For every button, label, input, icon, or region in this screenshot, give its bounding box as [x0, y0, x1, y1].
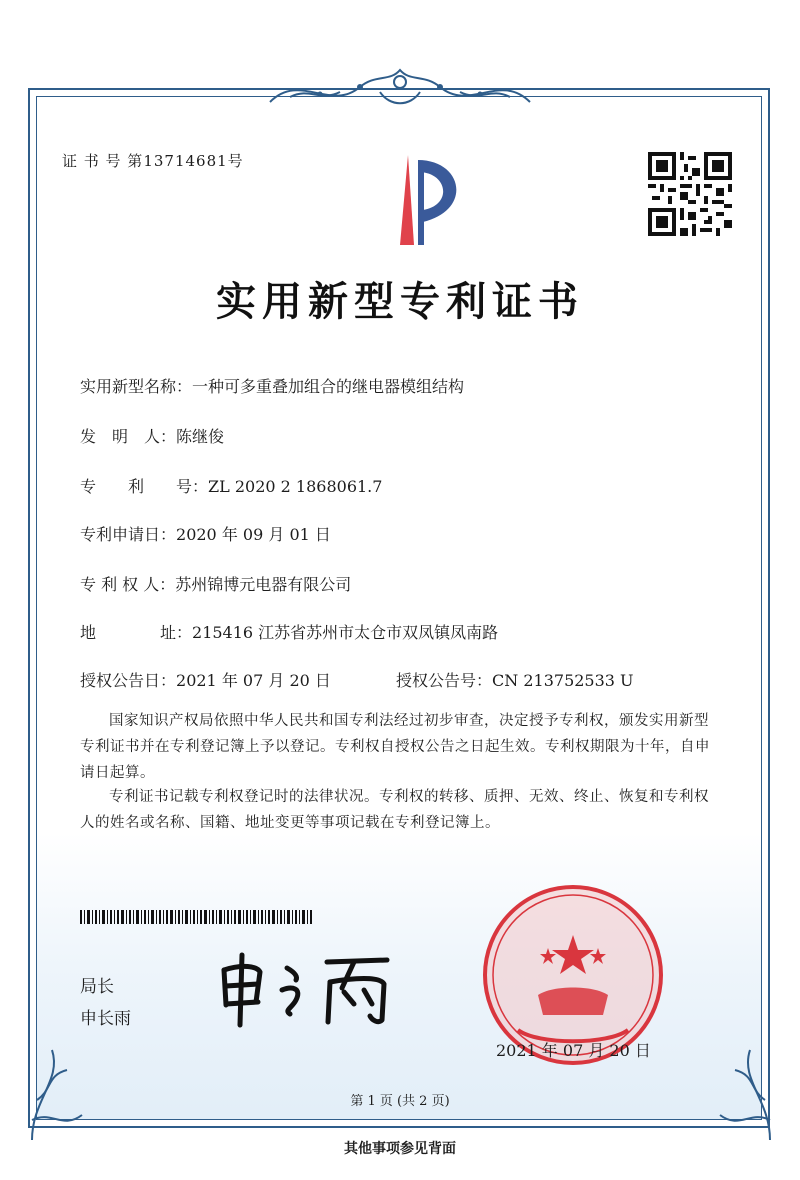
certificate-number-value: 13714681	[143, 152, 228, 170]
utility-model-name-value: 一种可多重叠加组合的继电器模组结构	[192, 377, 465, 396]
patentee-value: 苏州锦博元电器有限公司	[175, 575, 352, 594]
handwritten-signature-icon	[212, 950, 402, 1030]
back-note: 其他事项参见背面	[344, 1141, 456, 1157]
grant-date-row	[80, 668, 331, 691]
certificate-number-suffix: 号	[227, 152, 244, 170]
barcode-icon	[80, 910, 312, 924]
patent-number-label: 专 利 号：	[80, 477, 209, 496]
qr-code-icon	[648, 152, 732, 236]
patent-number-row	[80, 474, 382, 497]
address-value: 215416 江苏省苏州市太仓市双凤镇凤南路	[192, 623, 499, 642]
patent-number-value: ZL 2020 2 1868061.7	[208, 477, 383, 496]
certificate-number	[62, 150, 244, 171]
grant-date-value: 2021 年 07 月 20 日	[176, 671, 331, 690]
body-paragraph-2: 专利证书记载专利权登记时的法律状况。专利权的转移、质押、无效、终止、恢复和专利权人的姓名或名称、国籍、地址变更等事项记载在专利登记簿上。	[80, 789, 709, 831]
filing-date-value: 2020 年 09 月 01 日	[176, 525, 331, 544]
certificate-title: 实用新型专利证书	[216, 278, 584, 325]
director-title: 局长	[80, 977, 114, 997]
director-name: 申长雨	[80, 1009, 131, 1029]
inventor-row	[80, 424, 224, 447]
patentee-row	[80, 572, 351, 595]
grant-number-value: CN 213752533 U	[492, 671, 634, 690]
seal-date: 2021 年 07 月 20 日	[496, 1041, 651, 1060]
inventor-label: 发 明 人：	[80, 427, 177, 446]
page-number: 第 1 页 (共 2 页)	[350, 1094, 450, 1109]
utility-model-name-label: 实用新型名称：	[80, 377, 193, 396]
certificate-number-label: 证 书 号 第	[62, 152, 144, 170]
body-paragraph-1: 国家知识产权局依照中华人民共和国专利法经过初步审查，决定授予专利权，颁发实用新型专利证书并在专利登记簿上予以登记。专利权自授权公告之日起生效。专利权期限为十年，自申请日起算。	[80, 713, 710, 781]
grant-number-row	[396, 668, 634, 691]
address-row	[80, 620, 498, 643]
cnipa-logo-icon	[378, 150, 468, 250]
grant-date-label: 授权公告日：	[80, 671, 177, 690]
filing-date-row	[80, 522, 331, 545]
utility-model-name-row	[80, 374, 464, 397]
filing-date-label: 专利申请日：	[80, 525, 177, 544]
grant-number-label: 授权公告号：	[396, 671, 493, 690]
top-ornament-icon	[260, 52, 540, 122]
address-label: 地 址：	[80, 623, 193, 642]
patentee-label: 专 利 权 人：	[80, 575, 176, 594]
inventor-value: 陈继俊	[176, 427, 225, 446]
